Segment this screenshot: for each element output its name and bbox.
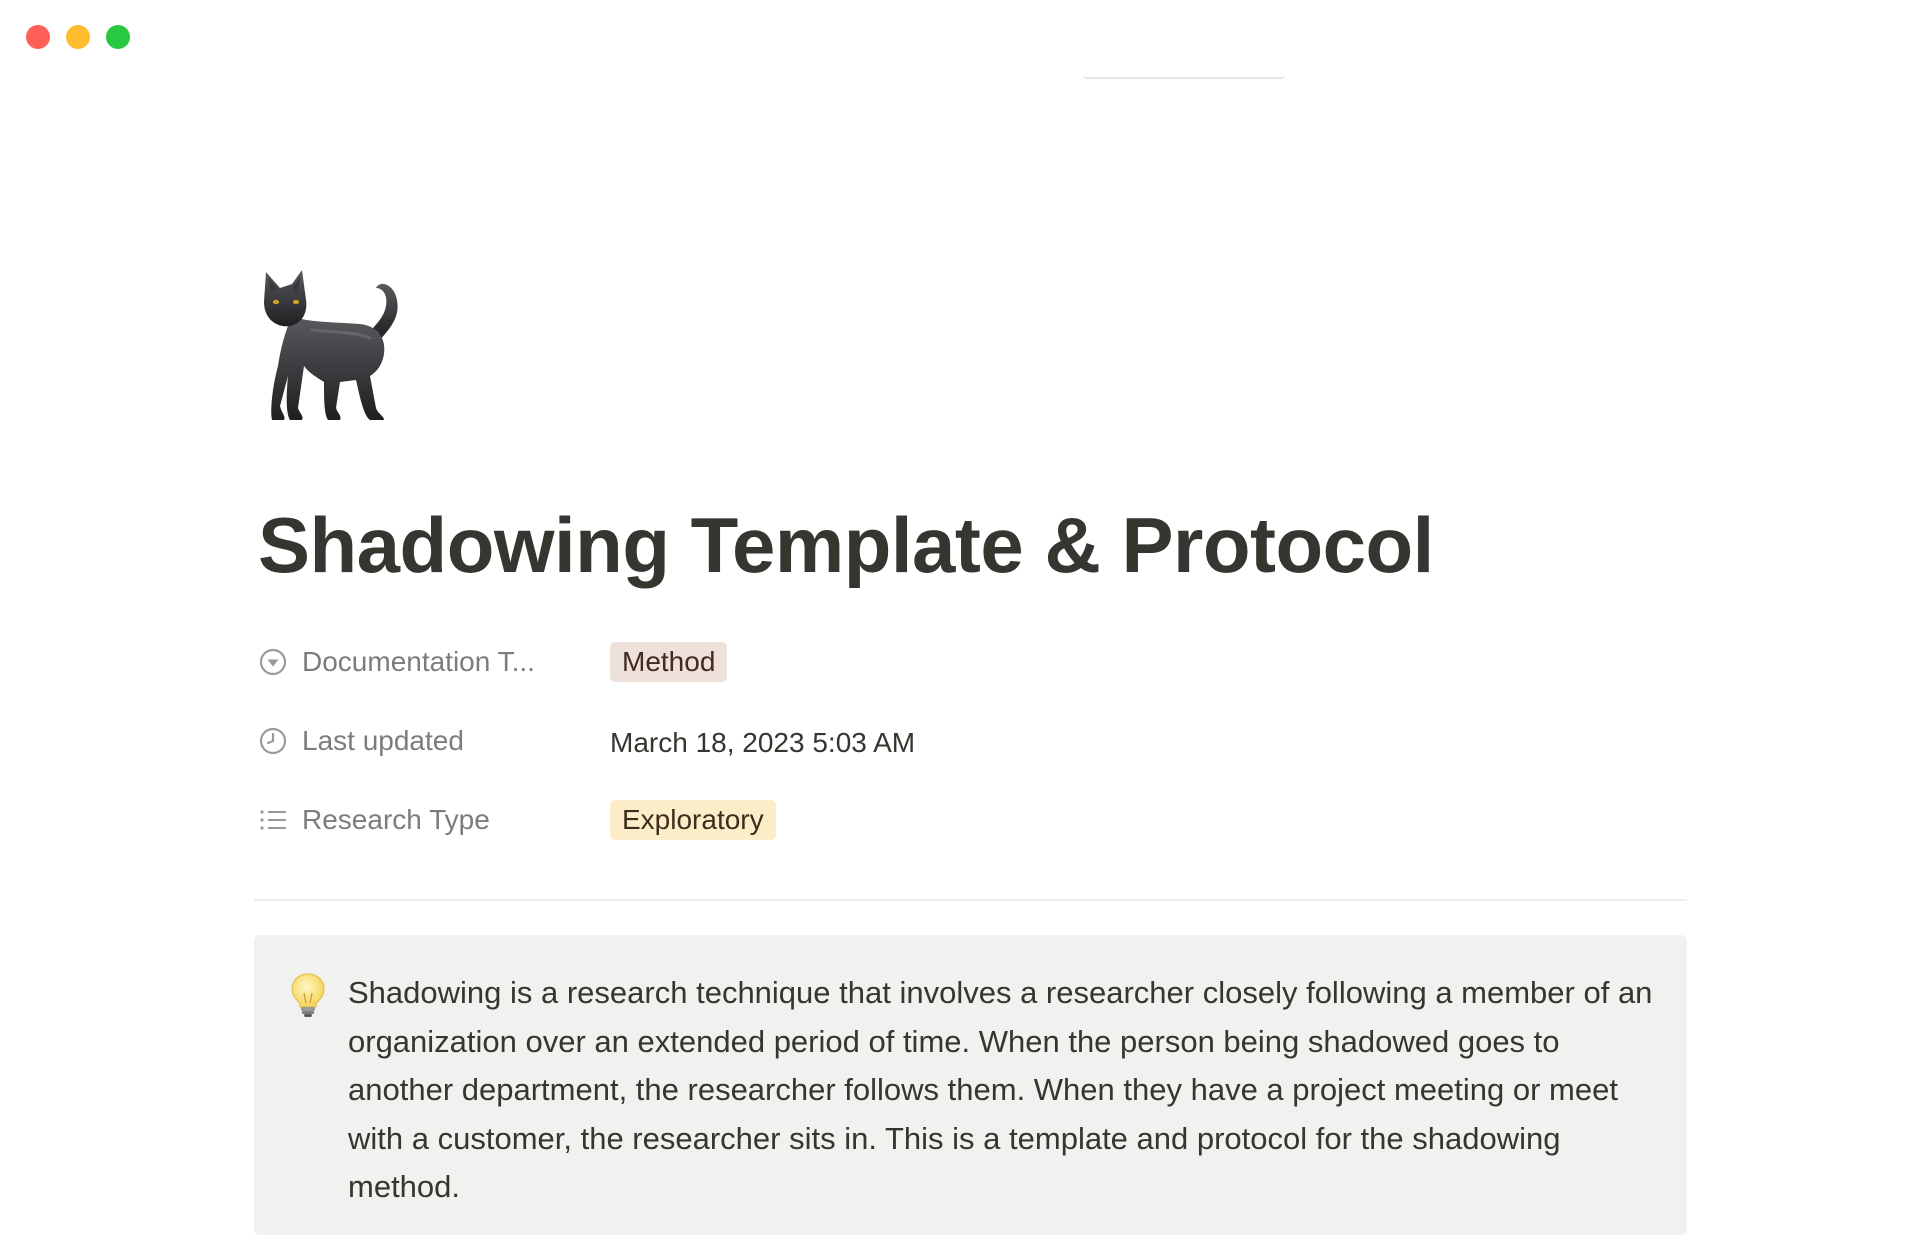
property-row-documentation-type[interactable] — [258, 640, 1688, 719]
page-properties — [258, 640, 1688, 877]
last-updated-value: March 18, 2023 5:03 AM — [610, 727, 916, 758]
properties-divider — [254, 899, 1687, 901]
close-window-button[interactable] — [26, 25, 50, 49]
callout-block[interactable] — [254, 935, 1687, 1235]
window-controls — [26, 25, 130, 49]
tag-exploratory: Exploratory — [610, 800, 776, 840]
lightbulb-icon[interactable] — [288, 971, 328, 1019]
top-drag-handle — [1083, 74, 1285, 79]
property-value[interactable] — [610, 642, 727, 682]
property-value[interactable] — [610, 721, 915, 759]
callout-text[interactable]: Shadowing is a research technique that involves a researcher closely following a member of an organization over an extended period of time. When the person being shadowed goes to another department, the researcher follows them. When they have a project meeting or meet with a customer, the researcher sits in. This is a template and protocol for the shadowing method. — [348, 975, 1653, 1204]
property-name[interactable] — [258, 725, 464, 757]
page-title[interactable]: Shadowing Template & Protocol — [258, 501, 1434, 589]
property-value[interactable] — [610, 800, 776, 840]
property-name-label: Last updated — [302, 725, 464, 756]
property-name[interactable] — [258, 646, 535, 678]
maximize-window-button[interactable] — [106, 25, 130, 49]
tag-method: Method — [610, 642, 727, 682]
property-name-label: Documentation T... — [302, 646, 535, 677]
property-row-last-updated[interactable] — [258, 719, 1688, 798]
select-icon — [258, 647, 288, 677]
list-icon — [258, 805, 288, 835]
minimize-window-button[interactable] — [66, 25, 90, 49]
property-name[interactable] — [258, 804, 490, 836]
black-cat-icon[interactable] — [252, 258, 422, 428]
clock-icon — [258, 726, 288, 756]
property-name-label: Research Type — [302, 804, 490, 835]
property-row-research-type[interactable] — [258, 798, 1688, 877]
